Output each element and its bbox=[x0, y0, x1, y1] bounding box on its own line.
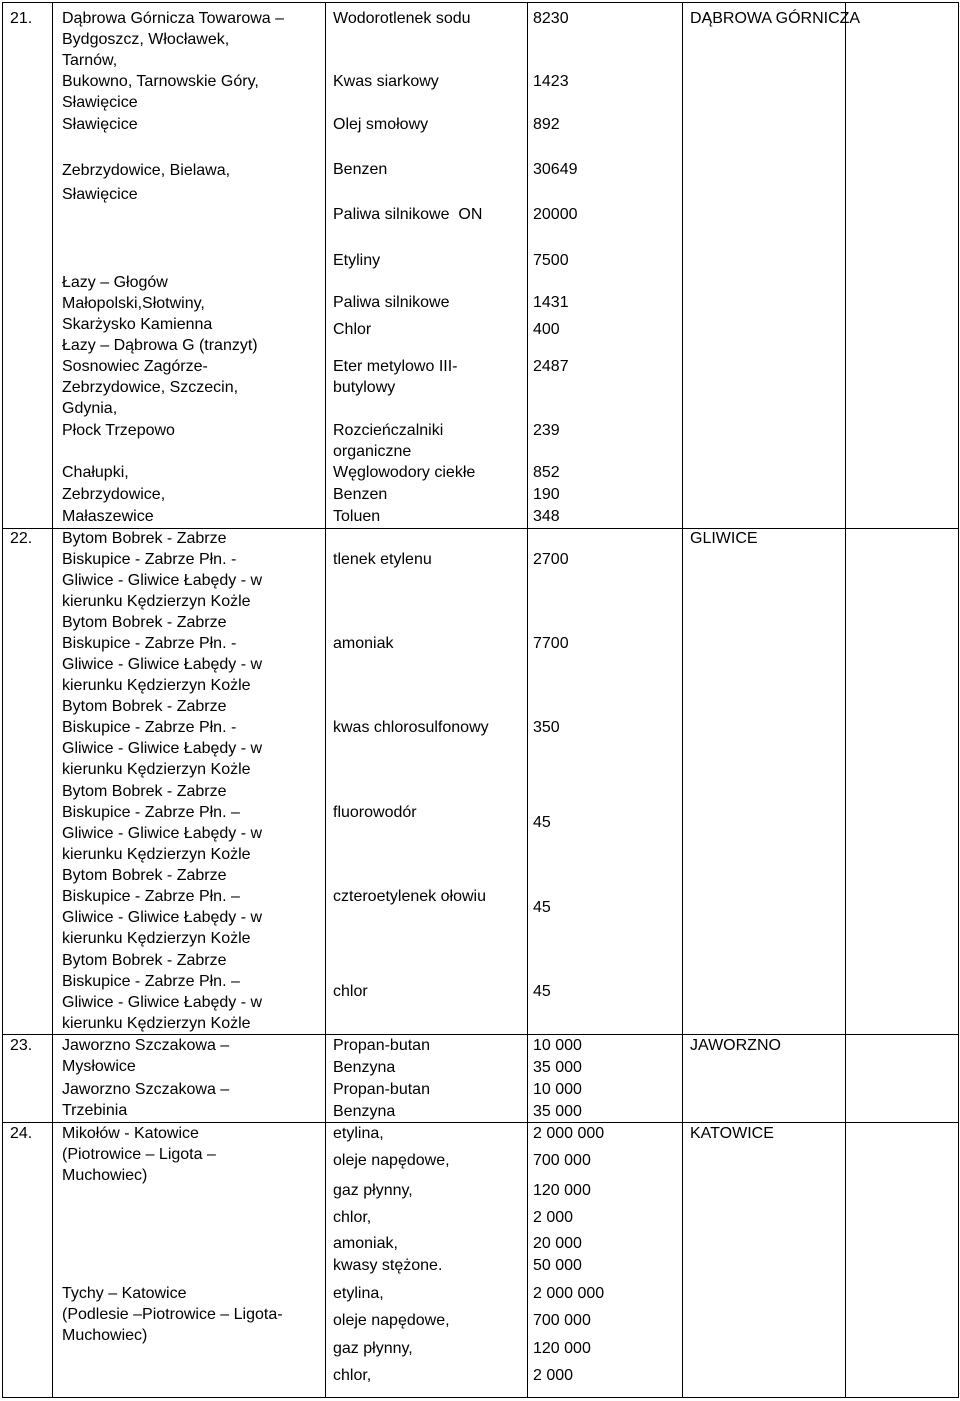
material-cell: gaz płynny, bbox=[333, 1182, 413, 1199]
amount-cell: 45 bbox=[533, 814, 551, 831]
amount-cell: 10 000 bbox=[533, 1037, 582, 1054]
material-cell: Etyliny bbox=[333, 252, 381, 269]
city-cell: KATOWICE bbox=[690, 1125, 774, 1142]
material-cell: Benzen bbox=[333, 161, 388, 178]
material-cell: chlor, bbox=[333, 1367, 372, 1384]
amount-cell: 2 000 bbox=[533, 1367, 574, 1384]
material-cell: Chlor bbox=[333, 321, 372, 338]
amount-cell: 348 bbox=[533, 508, 560, 525]
route-cell: Bytom Bobrek - Zabrze Biskupice - Zabrze Płn. - Gliwice - Gliwice Łabędy - w kierunku Kędzierzyn Kożle bbox=[62, 530, 263, 610]
amount-cell: 700 000 bbox=[533, 1312, 591, 1329]
material-cell: Toluen bbox=[333, 508, 381, 525]
city-cell: DĄBROWA GÓRNICZA bbox=[690, 10, 861, 27]
amount-cell: 350 bbox=[533, 719, 560, 736]
material-cell: Rozcieńczalniki organiczne bbox=[333, 422, 444, 460]
amount-cell: 700 000 bbox=[533, 1152, 591, 1169]
route-cell: Jaworzno Szczakowa – Mysłowice bbox=[62, 1037, 230, 1075]
amount-cell: 852 bbox=[533, 464, 560, 481]
material-cell: Benzyna bbox=[333, 1059, 396, 1076]
route-cell: Sosnowiec Zagórze- Zebrzydowice, Szczecin, Gdynia, bbox=[62, 358, 239, 417]
route-cell: Tychy – Katowice (Podlesie –Piotrowice – Ligota- Muchowiec) bbox=[62, 1285, 283, 1344]
route-cell: Sławięcice bbox=[62, 116, 138, 133]
material-cell: oleje napędowe, bbox=[333, 1312, 450, 1329]
table-border-bottom bbox=[2, 1397, 958, 1398]
route-cell: Bytom Bobrek - Zabrze Biskupice - Zabrze Płn. – Gliwice - Gliwice Łabędy - w kierunku Kędzierzyn Kożle bbox=[62, 783, 263, 863]
material-cell: fluorowodór bbox=[333, 804, 417, 821]
amount-cell: 20 000 bbox=[533, 1235, 582, 1252]
amount-cell: 35 000 bbox=[533, 1103, 582, 1120]
amount-cell: 2 000 bbox=[533, 1209, 574, 1226]
material-cell: oleje napędowe, bbox=[333, 1152, 450, 1169]
amount-cell: 35 000 bbox=[533, 1059, 582, 1076]
material-cell: etylina, bbox=[333, 1285, 384, 1302]
material-cell: Olej smołowy bbox=[333, 116, 429, 133]
route-cell: Dąbrowa Górnicza Towarowa – Bydgoszcz, Włocławek, Tarnów, bbox=[62, 10, 285, 69]
route-cell: Bytom Bobrek - Zabrze Biskupice - Zabrze Płn. - Gliwice - Gliwice Łabędy - w kierunku Kędzierzyn Kożle bbox=[62, 614, 263, 694]
material-cell: amoniak bbox=[333, 635, 394, 652]
city-cell: GLIWICE bbox=[690, 530, 758, 547]
material-cell: kwas chlorosulfonowy bbox=[333, 719, 489, 736]
amount-cell: 2700 bbox=[533, 551, 569, 568]
route-cell: Bytom Bobrek - Zabrze Biskupice - Zabrze Płn. - Gliwice - Gliwice Łabędy - w kierunku Kędzierzyn Kożle bbox=[62, 698, 263, 778]
row-number: 24. bbox=[10, 1125, 33, 1142]
route-cell: Skarżysko Kamienna Łazy – Dąbrowa G (tranzyt) bbox=[62, 316, 258, 354]
route-cell: Mikołów - Katowice (Piotrowice – Ligota – Muchowiec) bbox=[62, 1125, 216, 1184]
material-cell: Wodorotlenek sodu bbox=[333, 10, 471, 27]
material-cell: Paliwa silnikowe ON bbox=[333, 206, 483, 223]
amount-cell: 190 bbox=[533, 486, 560, 503]
route-cell: Bukowno, Tarnowskie Góry, Sławięcice bbox=[62, 73, 259, 111]
material-cell: amoniak, bbox=[333, 1235, 398, 1252]
column-divider bbox=[682, 2, 683, 1398]
material-cell: Paliwa silnikowe bbox=[333, 294, 450, 311]
material-cell: gaz płynny, bbox=[333, 1340, 413, 1357]
amount-cell: 7500 bbox=[533, 252, 569, 269]
amount-cell: 2 000 000 bbox=[533, 1125, 605, 1142]
amount-cell: 1431 bbox=[533, 294, 569, 311]
row-number: 23. bbox=[10, 1037, 33, 1054]
column-divider bbox=[845, 2, 846, 1398]
amount-cell: 10 000 bbox=[533, 1081, 582, 1098]
column-divider bbox=[325, 2, 326, 1398]
amount-cell: 892 bbox=[533, 116, 560, 133]
material-cell: chlor bbox=[333, 983, 368, 1000]
route-cell: Zebrzydowice, bbox=[62, 486, 166, 503]
material-cell: etylina, bbox=[333, 1125, 384, 1142]
material-cell: Benzyna bbox=[333, 1103, 396, 1120]
route-cell: Bytom Bobrek - Zabrze Biskupice - Zabrze Płn. – Gliwice - Gliwice Łabędy - w kierunku Kędzierzyn Kożle bbox=[62, 867, 263, 947]
amount-cell: 20000 bbox=[533, 206, 578, 223]
amount-cell: 2487 bbox=[533, 358, 569, 375]
material-cell: Propan-butan bbox=[333, 1037, 430, 1054]
route-cell: Jaworzno Szczakowa – Trzebinia bbox=[62, 1081, 230, 1119]
material-cell: kwasy stężone. bbox=[333, 1257, 443, 1274]
material-cell: chlor, bbox=[333, 1209, 372, 1226]
material-cell: Eter metylowo III- butylowy bbox=[333, 358, 458, 396]
amount-cell: 45 bbox=[533, 899, 551, 916]
route-cell: Chałupki, bbox=[62, 464, 129, 481]
amount-cell: 30649 bbox=[533, 161, 578, 178]
amount-cell: 239 bbox=[533, 422, 560, 439]
material-cell: Benzen bbox=[333, 486, 388, 503]
amount-cell: 400 bbox=[533, 321, 560, 338]
city-cell: JAWORZNO bbox=[690, 1037, 781, 1054]
material-cell: tlenek etylenu bbox=[333, 551, 432, 568]
table-border-left bbox=[2, 2, 3, 1398]
amount-cell: 45 bbox=[533, 983, 551, 1000]
column-divider bbox=[52, 2, 53, 1398]
amount-cell: 120 000 bbox=[533, 1340, 591, 1357]
material-cell: Kwas siarkowy bbox=[333, 73, 439, 90]
material-cell: Węglowodory ciekłe bbox=[333, 464, 476, 481]
amount-cell: 1423 bbox=[533, 73, 569, 90]
route-cell: Małaszewice bbox=[62, 508, 154, 525]
route-cell: Bytom Bobrek - Zabrze Biskupice - Zabrze Płn. – Gliwice - Gliwice Łabędy - w kierunku Kędzierzyn Kożle bbox=[62, 952, 263, 1032]
amount-cell: 7700 bbox=[533, 635, 569, 652]
material-cell: czteroetylenek ołowiu bbox=[333, 888, 486, 905]
amount-cell: 2 000 000 bbox=[533, 1285, 605, 1302]
table-border-right bbox=[958, 2, 959, 1398]
row-number: 22. bbox=[10, 530, 33, 547]
amount-cell: 50 000 bbox=[533, 1257, 582, 1274]
route-cell: Płock Trzepowo bbox=[62, 422, 175, 439]
column-divider bbox=[527, 2, 528, 1398]
route-cell: Zebrzydowice, Bielawa, Sławięcice bbox=[62, 162, 231, 203]
row-number: 21. bbox=[10, 10, 33, 27]
table-border-top bbox=[2, 2, 958, 3]
material-cell: Propan-butan bbox=[333, 1081, 430, 1098]
amount-cell: 8230 bbox=[533, 10, 569, 27]
route-cell: Łazy – Głogów Małopolski,Słotwiny, bbox=[62, 274, 205, 312]
amount-cell: 120 000 bbox=[533, 1182, 591, 1199]
